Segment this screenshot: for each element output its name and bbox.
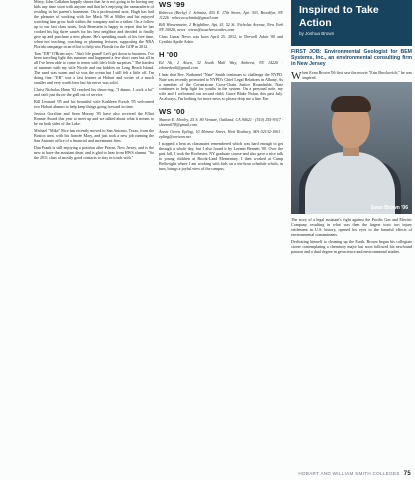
class-note-paragraph: Tom "EB" O'Brien says: "Ain't life grand! Let's get down to business. I've been traveling light this summer and happened a few short ones but all in all I've been able to come to terms with life's little surprises." The hardest of summer with my wife Nicole and our kiddies on Long Beach Island. The sand was warm and so was the ocean but I still felt a little off. I'm doing fine. "EB" was a fast learner at Hobart and writer of a much smaller and very worth beer but his nerve was solid.	[34, 50, 154, 86]
sidebar-header	[291, 0, 412, 46]
class-note-paragraph: Bill Leonard '05 and his beautiful wife Kathleen Forsch '05 welcomed two Hobart alumni to help keep things going forward in time.	[34, 99, 154, 110]
sidebar-kicker: FIRST JOB: Environmental Geologist for BEM Systems, Inc., an environmental consulting firm in New Jersey	[291, 48, 412, 68]
class-secretary-contact: Bill Wiesenmeier, 2 Brightline, Apt. 4J, 52 St. Nicholas Avenue, New York NY 10026, news · wiesn@usacheesecakes.com	[159, 21, 283, 32]
class-note-paragraph: I stopped a beat as classmates remembered which was hard enough to get through a whole day, but I also found it by Leeann Bennett '00. Over the past fall, I took the Rochester, NY graduate course and also gave a nice talk to young children at Brook-Land Elementary. I then worked at Camp Bellwright where I am working with kids on a ten-hour schedule which, in turn, brings a joyful view of the campus.	[159, 141, 283, 171]
class-notes-column-left	[34, 0, 154, 163]
photo-caption: Evan Brown '06	[370, 204, 408, 211]
portrait-photo	[291, 82, 412, 214]
sidebar-title-line2: Action	[299, 17, 332, 29]
sidebar-body	[291, 71, 412, 256]
class-secretary-contact: Ed Ali, 2 Aisen, 32 South Mall Way, Amherst, NY 14226 · edwardeali@gmail.com	[159, 59, 283, 70]
page-footer	[298, 471, 411, 477]
photo-hair	[331, 96, 371, 112]
class-note-paragraph: Michael "Mike" Rice has recently moved to San Antonio, Texas, from the Boston area, with his fiancée Mary, and just took a new job running the San Antonio office of a financial and investment firm.	[34, 127, 154, 143]
class-year-heading: WS '99	[159, 0, 185, 9]
class-note-paragraph: Jessica Gorsline and Sean Murray '05 have also received the Elliot Ronnie Award this year to meet up and we talked about what it means to be on both sides of the Lake.	[34, 111, 154, 126]
sidebar-paragraph: Dedicating himself to cleaning up the Earth, Brown began his collegiate career contemplating a chemistry major but soon followed his newfound passion and a dual degree in geoscience and environmental studies.	[291, 239, 412, 255]
class-note-paragraph: Class Lunar News was born April 25, 2012, to Drewell Adair '00 and Cynthia Aprile Adair.	[159, 33, 283, 44]
sidebar-title	[299, 4, 404, 30]
drop-cap: W	[291, 69, 302, 82]
sidebar-byline: by Joshua Brown	[299, 31, 335, 36]
class-note-paragraph: Missy, John Callahan happily shares that he is not going to be having any kids any time soon with anyone and that he's enjoying the camaraderie of residing in his parent's basement. On a professional note, Hugh has had the pleasure of working with Joe Mack '98 at Miller and his enjoyed watching him grow both within the company and as a father. On a follow up to our last class notes, Josh Bernstein is happy to report that he has cooked his big three sautés for his best neighbor and decided to finally give up and purchase a new phone. He's spending much of his free time, when not teaching, coaching or planning lectures, supporting the NRA Florida campaign in an effort to help win Florida for the GOP in 2012.	[34, 0, 154, 49]
class-secretary-contact: Rebecca (Becky) J. Schmitz, 455 E. 17th Street, Apt. 303, Brooklyn, NY 11226 · rebecca.schmitz@gmail.com	[159, 10, 283, 20]
sidebar-paragraph-text: hen Evan Brown '06 first saw the movie "Erin Brockovich," he was inspired.	[302, 69, 412, 80]
class-year-heading: WS '00	[159, 107, 185, 117]
class-year-heading: H '00	[159, 49, 178, 59]
class-note-paragraph: Dan Frank is still enjoying a position after Pearse, New Jersey, and is the new to have the assistant dean, and is glad to hear from HWS alumni. "So the 2011 class of mostly good contacts to stay in touch with."	[34, 144, 154, 160]
feature-sidebar	[291, 0, 412, 257]
class-note-paragraph: I hear that Rev. Nathaniel "Nate" Smith continues to challenge the NYPD. Nate was recently promoted to NYPD's Chief Legal Relations in Albany. As a member of the Cornerstone Cross-Chain Justice Roundtable, Nate continues to help fight for youths in the system. On a personal note, my wife and I welcomed our second child, Grace Blake Nolan, this past July. As always, I'm looking for more news so please drop me a line. Em	[159, 71, 283, 102]
class-secretary-contact: Sharon E. Morley, 25 S. 80 Venture, Oakland, CA 94621 · (510) 255-9317 · sharon678@gmail.com	[159, 117, 283, 128]
sidebar-paragraph	[291, 71, 412, 81]
magazine-name: HOBART AND WILLIAM SMITH COLLEGES	[298, 471, 400, 476]
class-secretary-contact: Annie Green Epling, 10 Monroe Street, West Roxbury, MA 02132-1061 · epling@verizon.net	[159, 129, 283, 140]
class-note-paragraph: Christ Nicholas Hann '02 reached his throw-ing. "I dunno, I cook a lot" and can't just throw the grill out of service.	[34, 87, 154, 98]
class-notes-column-middle	[159, 0, 283, 174]
page-number: 75	[403, 471, 411, 477]
sidebar-title-line1: Inspired to Take	[299, 4, 379, 16]
sidebar-paragraph: The story of a legal assistant's fight against the Pacific Gas and Electric Company, resulting in what was then the largest toxic tort injury settlement in U.S. history, opened his eyes to the harmful effects of environmental contaminants.	[291, 217, 412, 238]
